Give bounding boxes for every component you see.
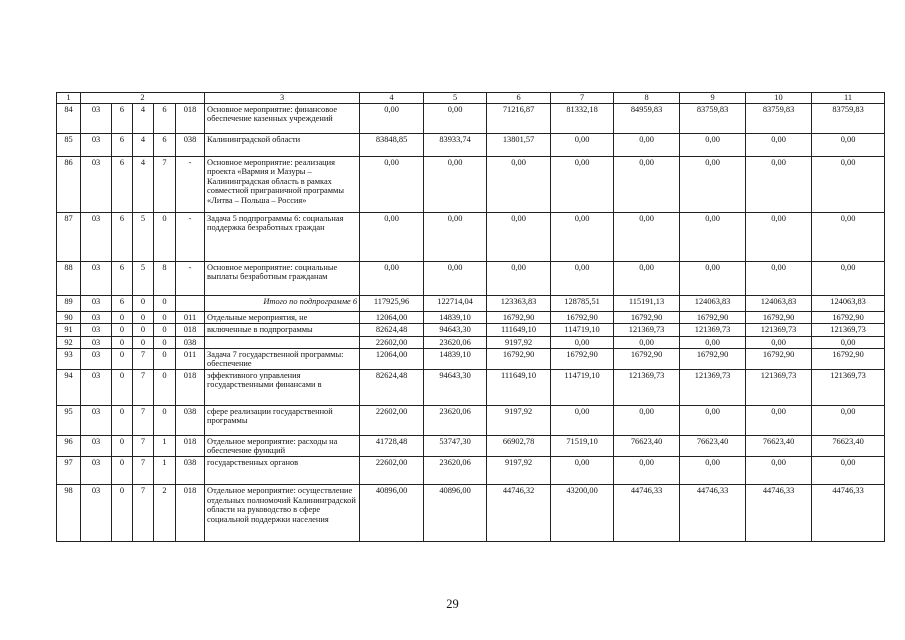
- table-row: [57, 405, 885, 435]
- value-cell: 114719,10: [551, 369, 614, 405]
- table-row: [57, 212, 885, 261]
- value-cell: 0,00: [487, 156, 551, 212]
- row-number: 84: [57, 103, 81, 133]
- value-cell: 22602,00: [360, 336, 424, 348]
- value-cell: 23620,06: [424, 336, 487, 348]
- value-cell: 0,00: [812, 456, 885, 484]
- code-cell: 7: [154, 156, 176, 212]
- code-cell: 018: [176, 103, 205, 133]
- code-cell: 0: [133, 323, 154, 336]
- value-cell: 0,00: [746, 133, 812, 156]
- code-cell: 0: [112, 405, 133, 435]
- value-cell: 14839,10: [424, 348, 487, 369]
- value-cell: 44746,33: [614, 484, 680, 541]
- value-cell: 83759,83: [680, 103, 746, 133]
- row-number: 98: [57, 484, 81, 541]
- value-cell: 0,00: [551, 133, 614, 156]
- value-cell: 0,00: [746, 261, 812, 295]
- row-number: 86: [57, 156, 81, 212]
- code-cell: 6: [154, 103, 176, 133]
- code-cell: 0: [154, 369, 176, 405]
- value-cell: 40896,00: [424, 484, 487, 541]
- code-cell: 6: [112, 103, 133, 133]
- header-cell: 11: [812, 93, 885, 104]
- value-cell: 0,00: [680, 405, 746, 435]
- header-row: [57, 93, 885, 104]
- value-cell: 76623,40: [614, 435, 680, 456]
- row-number: 94: [57, 369, 81, 405]
- code-cell: 0: [133, 295, 154, 311]
- value-cell: 0,00: [746, 456, 812, 484]
- table-row: [57, 311, 885, 323]
- value-cell: 121369,73: [680, 369, 746, 405]
- value-cell: 0,00: [551, 405, 614, 435]
- value-cell: 117925,96: [360, 295, 424, 311]
- value-cell: 16792,90: [812, 348, 885, 369]
- code-cell: -: [176, 212, 205, 261]
- value-cell: 53747,30: [424, 435, 487, 456]
- value-cell: 0,00: [680, 261, 746, 295]
- value-cell: 0,00: [812, 336, 885, 348]
- value-cell: 0,00: [746, 405, 812, 435]
- row-number: 97: [57, 456, 81, 484]
- code-cell: 0: [112, 348, 133, 369]
- page-number: 29: [446, 597, 459, 611]
- value-cell: 0,00: [424, 261, 487, 295]
- row-number: 91: [57, 323, 81, 336]
- code-cell: 1: [154, 435, 176, 456]
- value-cell: 43200,00: [551, 484, 614, 541]
- code-cell: 0: [112, 323, 133, 336]
- value-cell: 94643,30: [424, 369, 487, 405]
- value-cell: 22602,00: [360, 456, 424, 484]
- table-row: [57, 133, 885, 156]
- value-cell: 16792,90: [680, 348, 746, 369]
- value-cell: 114719,10: [551, 323, 614, 336]
- description-cell: сфере реализации государственной программы: [205, 405, 360, 435]
- header-cell: 2: [81, 93, 205, 104]
- table-row: [57, 369, 885, 405]
- code-cell: 6: [112, 133, 133, 156]
- code-cell: 03: [81, 435, 112, 456]
- code-cell: 03: [81, 405, 112, 435]
- value-cell: 16792,90: [746, 311, 812, 323]
- value-cell: 9197,92: [487, 456, 551, 484]
- value-cell: 0,00: [680, 156, 746, 212]
- code-cell: 03: [81, 456, 112, 484]
- value-cell: 16792,90: [746, 348, 812, 369]
- description-cell: Итого по подпрограмме 6: [205, 295, 360, 311]
- value-cell: 121369,73: [812, 323, 885, 336]
- value-cell: 83759,83: [812, 103, 885, 133]
- value-cell: 0,00: [614, 456, 680, 484]
- value-cell: 121369,73: [680, 323, 746, 336]
- table-row: [57, 348, 885, 369]
- value-cell: 83933,74: [424, 133, 487, 156]
- value-cell: 0,00: [551, 261, 614, 295]
- code-cell: 8: [154, 261, 176, 295]
- header-cell: 10: [746, 93, 812, 104]
- value-cell: 0,00: [360, 212, 424, 261]
- value-cell: 115191,13: [614, 295, 680, 311]
- value-cell: 0,00: [812, 212, 885, 261]
- code-cell: 03: [81, 261, 112, 295]
- header-cell: 6: [487, 93, 551, 104]
- value-cell: 0,00: [551, 156, 614, 212]
- code-cell: 6: [112, 212, 133, 261]
- code-cell: 03: [81, 311, 112, 323]
- value-cell: 16792,90: [812, 311, 885, 323]
- code-cell: 4: [133, 133, 154, 156]
- table-row: [57, 456, 885, 484]
- value-cell: 0,00: [680, 456, 746, 484]
- description-cell: Отдельное мероприятие: расходы на обеспечение функций: [205, 435, 360, 456]
- code-cell: 7: [133, 348, 154, 369]
- row-number: 87: [57, 212, 81, 261]
- value-cell: 121369,73: [812, 369, 885, 405]
- code-cell: 038: [176, 133, 205, 156]
- row-number: 89: [57, 295, 81, 311]
- value-cell: 0,00: [360, 156, 424, 212]
- value-cell: 76623,40: [812, 435, 885, 456]
- description-cell: [205, 336, 360, 348]
- value-cell: 0,00: [614, 156, 680, 212]
- row-number: 90: [57, 311, 81, 323]
- header-cell: 1: [57, 93, 81, 104]
- value-cell: 0,00: [424, 156, 487, 212]
- header-cell: 7: [551, 93, 614, 104]
- code-cell: 03: [81, 348, 112, 369]
- value-cell: 124063,83: [812, 295, 885, 311]
- code-cell: 0: [154, 405, 176, 435]
- code-cell: 6: [154, 133, 176, 156]
- value-cell: 124063,83: [680, 295, 746, 311]
- value-cell: 0,00: [614, 261, 680, 295]
- value-cell: 76623,40: [680, 435, 746, 456]
- code-cell: -: [176, 261, 205, 295]
- value-cell: 0,00: [360, 261, 424, 295]
- table-row: [57, 295, 885, 311]
- table-row: [57, 435, 885, 456]
- header-cell: 3: [205, 93, 360, 104]
- value-cell: 71519,10: [551, 435, 614, 456]
- value-cell: 40896,00: [360, 484, 424, 541]
- value-cell: 16792,90: [614, 311, 680, 323]
- row-number: 85: [57, 133, 81, 156]
- value-cell: 121369,73: [746, 323, 812, 336]
- code-cell: 038: [176, 456, 205, 484]
- code-cell: 0: [154, 336, 176, 348]
- value-cell: 0,00: [680, 336, 746, 348]
- value-cell: 111649,10: [487, 369, 551, 405]
- row-number: 88: [57, 261, 81, 295]
- code-cell: [176, 295, 205, 311]
- code-cell: 1: [154, 456, 176, 484]
- budget-table: [56, 92, 885, 542]
- value-cell: 13801,57: [487, 133, 551, 156]
- code-cell: 0: [154, 212, 176, 261]
- code-cell: 0: [112, 484, 133, 541]
- table-row: [57, 103, 885, 133]
- code-cell: 03: [81, 323, 112, 336]
- description-cell: Отдельные мероприятия, не: [205, 311, 360, 323]
- code-cell: 6: [112, 156, 133, 212]
- code-cell: 03: [81, 295, 112, 311]
- value-cell: 44746,32: [487, 484, 551, 541]
- value-cell: 44746,33: [680, 484, 746, 541]
- code-cell: 03: [81, 156, 112, 212]
- code-cell: 03: [81, 103, 112, 133]
- description-cell: Калининградской области: [205, 133, 360, 156]
- value-cell: 0,00: [746, 212, 812, 261]
- value-cell: 84959,83: [614, 103, 680, 133]
- code-cell: 011: [176, 348, 205, 369]
- value-cell: 82624,48: [360, 369, 424, 405]
- value-cell: 41728,48: [360, 435, 424, 456]
- code-cell: 7: [133, 435, 154, 456]
- code-cell: 6: [112, 295, 133, 311]
- value-cell: 16792,90: [487, 311, 551, 323]
- code-cell: 0: [112, 369, 133, 405]
- code-cell: 018: [176, 323, 205, 336]
- code-cell: 7: [133, 456, 154, 484]
- value-cell: 23620,06: [424, 456, 487, 484]
- value-cell: 128785,51: [551, 295, 614, 311]
- code-cell: 4: [133, 156, 154, 212]
- code-cell: 038: [176, 405, 205, 435]
- value-cell: 83848,85: [360, 133, 424, 156]
- value-cell: 0,00: [812, 133, 885, 156]
- value-cell: 0,00: [424, 212, 487, 261]
- code-cell: 0: [154, 348, 176, 369]
- value-cell: 82624,48: [360, 323, 424, 336]
- value-cell: 9197,92: [487, 336, 551, 348]
- value-cell: 16792,90: [614, 348, 680, 369]
- code-cell: 011: [176, 311, 205, 323]
- code-cell: 018: [176, 435, 205, 456]
- value-cell: 0,00: [424, 103, 487, 133]
- value-cell: 0,00: [614, 133, 680, 156]
- code-cell: 0: [112, 456, 133, 484]
- description-cell: Отдельное мероприятие: осуществление отдельных полномочий Калининградской области на руководство в сфере социальной поддержки населения: [205, 484, 360, 541]
- description-cell: Основное мероприятие: социальные выплаты безработным гражданам: [205, 261, 360, 295]
- value-cell: 16792,90: [680, 311, 746, 323]
- table-row: [57, 261, 885, 295]
- value-cell: 0,00: [551, 336, 614, 348]
- header-cell: 9: [680, 93, 746, 104]
- code-cell: 03: [81, 369, 112, 405]
- description-cell: включенные в подпрограммы: [205, 323, 360, 336]
- row-number: 96: [57, 435, 81, 456]
- code-cell: 5: [133, 212, 154, 261]
- value-cell: 0,00: [487, 261, 551, 295]
- value-cell: 83759,83: [746, 103, 812, 133]
- code-cell: 0: [112, 435, 133, 456]
- value-cell: 66902,78: [487, 435, 551, 456]
- value-cell: 0,00: [551, 456, 614, 484]
- value-cell: 16792,90: [487, 348, 551, 369]
- value-cell: 121369,73: [746, 369, 812, 405]
- value-cell: 9197,92: [487, 405, 551, 435]
- header-cell: 8: [614, 93, 680, 104]
- value-cell: 0,00: [614, 212, 680, 261]
- code-cell: 03: [81, 212, 112, 261]
- value-cell: 111649,10: [487, 323, 551, 336]
- value-cell: 0,00: [614, 405, 680, 435]
- code-cell: 2: [154, 484, 176, 541]
- code-cell: 0: [133, 311, 154, 323]
- value-cell: 22602,00: [360, 405, 424, 435]
- value-cell: 76623,40: [746, 435, 812, 456]
- value-cell: 121369,73: [614, 323, 680, 336]
- value-cell: 12064,00: [360, 311, 424, 323]
- code-cell: 0: [112, 336, 133, 348]
- code-cell: 6: [112, 261, 133, 295]
- table-row: [57, 323, 885, 336]
- value-cell: 122714,04: [424, 295, 487, 311]
- code-cell: 03: [81, 336, 112, 348]
- value-cell: 0,00: [746, 336, 812, 348]
- value-cell: 44746,33: [746, 484, 812, 541]
- value-cell: 0,00: [812, 156, 885, 212]
- value-cell: 0,00: [812, 405, 885, 435]
- code-cell: 0: [154, 311, 176, 323]
- row-number: 93: [57, 348, 81, 369]
- code-cell: 03: [81, 133, 112, 156]
- value-cell: 44746,33: [812, 484, 885, 541]
- value-cell: 23620,06: [424, 405, 487, 435]
- header-cell: 5: [424, 93, 487, 104]
- description-cell: Задача 7 государственной программы: обеспечение: [205, 348, 360, 369]
- code-cell: 038: [176, 336, 205, 348]
- value-cell: 124063,83: [746, 295, 812, 311]
- code-cell: 0: [133, 336, 154, 348]
- value-cell: 14839,10: [424, 311, 487, 323]
- code-cell: 5: [133, 261, 154, 295]
- value-cell: 0,00: [680, 212, 746, 261]
- value-cell: 12064,00: [360, 348, 424, 369]
- code-cell: 0: [154, 295, 176, 311]
- value-cell: 81332,18: [551, 103, 614, 133]
- table-row: [57, 156, 885, 212]
- value-cell: 71216,87: [487, 103, 551, 133]
- code-cell: 7: [133, 369, 154, 405]
- code-cell: 7: [133, 484, 154, 541]
- table-row: [57, 484, 885, 541]
- value-cell: 0,00: [746, 156, 812, 212]
- row-number: 92: [57, 336, 81, 348]
- code-cell: 03: [81, 484, 112, 541]
- code-cell: 018: [176, 484, 205, 541]
- code-cell: -: [176, 156, 205, 212]
- value-cell: 121369,73: [614, 369, 680, 405]
- value-cell: 0,00: [680, 133, 746, 156]
- code-cell: 7: [133, 405, 154, 435]
- value-cell: 0,00: [812, 261, 885, 295]
- value-cell: 0,00: [360, 103, 424, 133]
- header-cell: 4: [360, 93, 424, 104]
- value-cell: 123363,83: [487, 295, 551, 311]
- description-cell: Основное мероприятие: финансовое обеспечение казенных учреждений: [205, 103, 360, 133]
- code-cell: 0: [112, 311, 133, 323]
- row-number: 95: [57, 405, 81, 435]
- code-cell: 0: [154, 323, 176, 336]
- value-cell: 0,00: [487, 212, 551, 261]
- value-cell: 16792,90: [551, 348, 614, 369]
- value-cell: 94643,30: [424, 323, 487, 336]
- value-cell: 0,00: [614, 336, 680, 348]
- description-cell: Задача 5 подпрограммы 6: социальная поддержка безработных граждан: [205, 212, 360, 261]
- value-cell: 16792,90: [551, 311, 614, 323]
- value-cell: 0,00: [551, 212, 614, 261]
- table-row: [57, 336, 885, 348]
- code-cell: 018: [176, 369, 205, 405]
- description-cell: эффективного управления государственными финансами в: [205, 369, 360, 405]
- description-cell: государственных органов: [205, 456, 360, 484]
- description-cell: Основное мероприятие: реализация проекта «Вармия и Мазуры – Калининградская область в рамках совместной приграничной программы «Литва – Польша – Россия»: [205, 156, 360, 212]
- code-cell: 4: [133, 103, 154, 133]
